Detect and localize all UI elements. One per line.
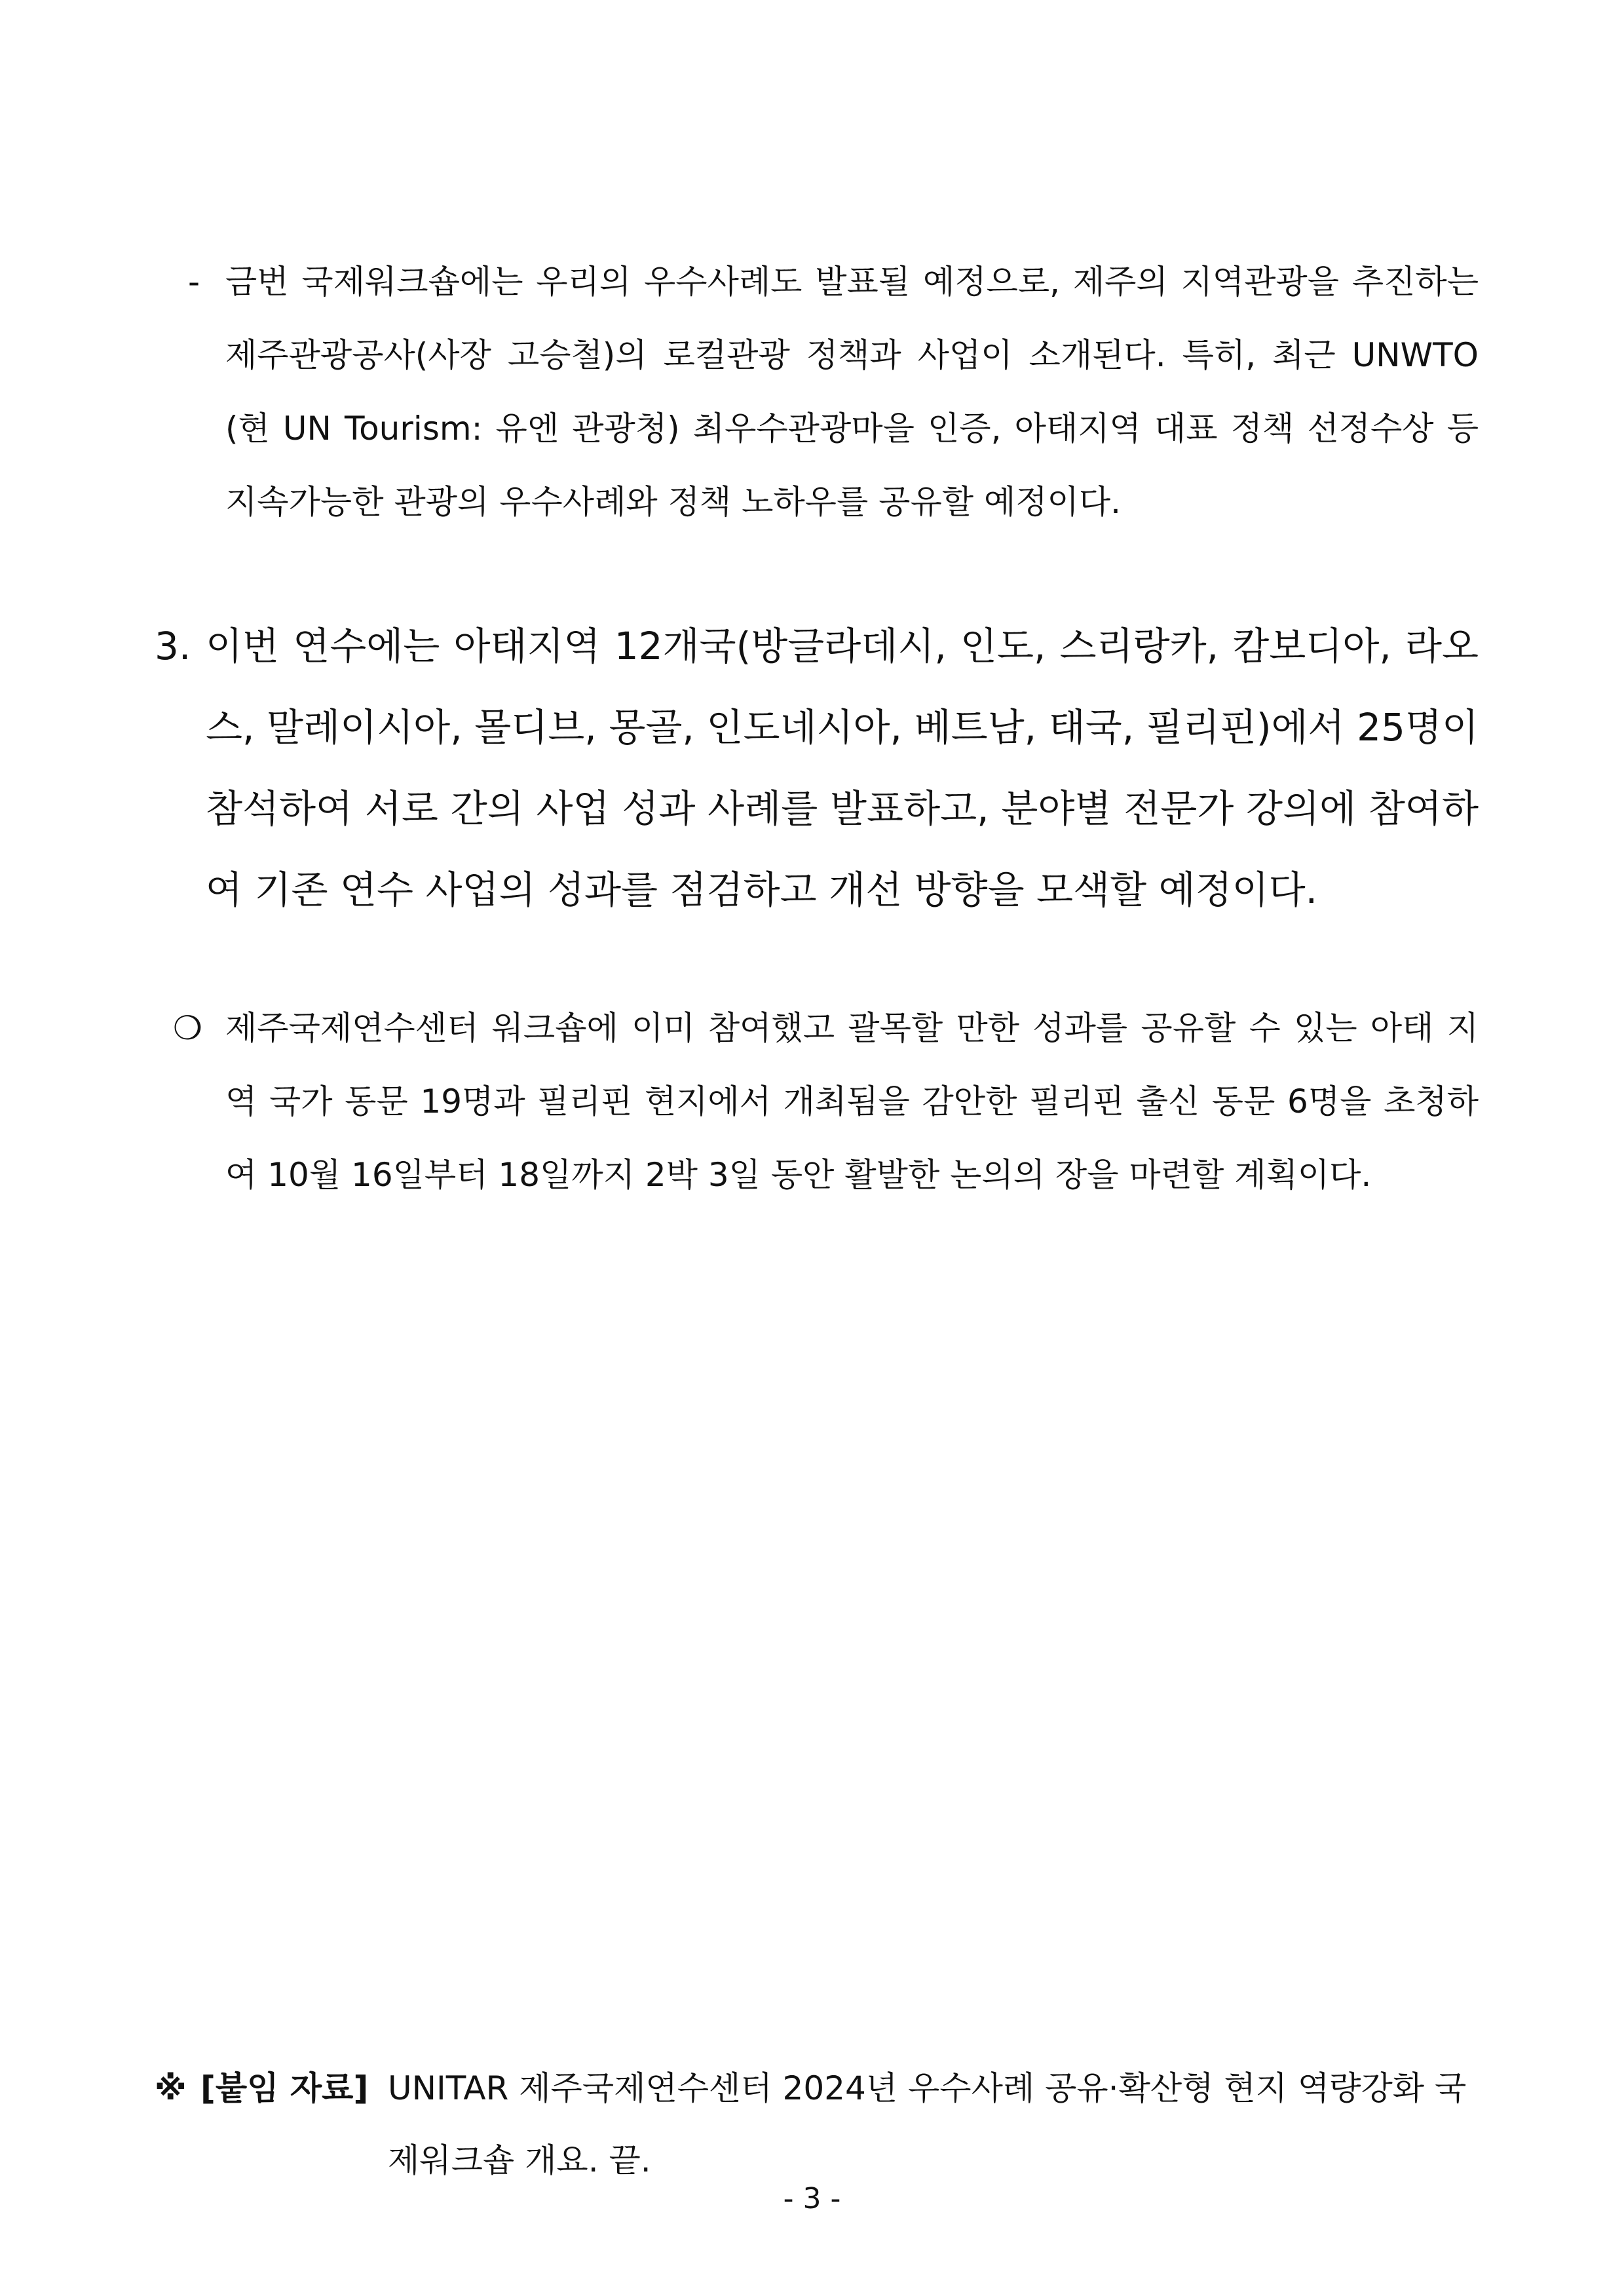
attachment-label: [붙임 자료] (200, 2069, 369, 2107)
dash-paragraph (188, 245, 1479, 539)
page-number: - 3 - (783, 2182, 841, 2215)
paragraph-number: 3. (155, 624, 191, 668)
attachment-note (155, 2052, 1479, 2196)
circle-paragraph (173, 991, 1479, 1212)
reference-mark-icon: ※ (155, 2069, 187, 2107)
attachment-text: UNITAR 제주국제연수센터 2024년 우수사례 공유·확산형 현지 역량강화 국제워크숍 개요. 끝. (388, 2069, 1467, 2179)
circle-paragraph-text: 제주국제연수센터 워크숍에 이미 참여했고 괄목할 만한 성과를 공유할 수 있는 아태 지역 국가 동문 19명과 필리핀 현지에서 개최됨을 감안한 필리핀 출신 동문 6명을 초청하여 10월 16일부터 18일까지 2박 3일 동안 활발한 논의의 장을 마련할 계획이다. (225, 1009, 1479, 1194)
numbered-paragraph (155, 605, 1479, 930)
dash-paragraph-text: 금번 국제워크숍에는 우리의 우수사례도 발표될 예정으로, 제주의 지역관광을 추진하는 제주관광공사(사장 고승철)의 로컬관광 정책과 사업이 소개된다. 특히, 최근 UNWTO (현 UN Tourism: 유엔 관광청) 최우수관광마을 인증, 아태지역 대표 정책 선정수상 등 지속가능한 관광의 우수사례와 정책 노하우를 공유할 예정이다. (225, 263, 1479, 521)
dash-bullet: - (188, 263, 200, 301)
numbered-paragraph-text: 이번 연수에는 아태지역 12개국(방글라데시, 인도, 스리랑카, 캄보디아, 라오스, 말레이시아, 몰디브, 몽골, 인도네시아, 베트남, 태국, 필리핀)에서 25명이 참석하여 서로 간의 사업 성과 사례를 발표하고, 분야별 전문가 강의에 참여하여 기존 연수 사업의 성과를 점검하고 개선 방향을 모색할 예정이다. (206, 624, 1479, 912)
circle-bullet-icon: ❍ (173, 1009, 202, 1047)
